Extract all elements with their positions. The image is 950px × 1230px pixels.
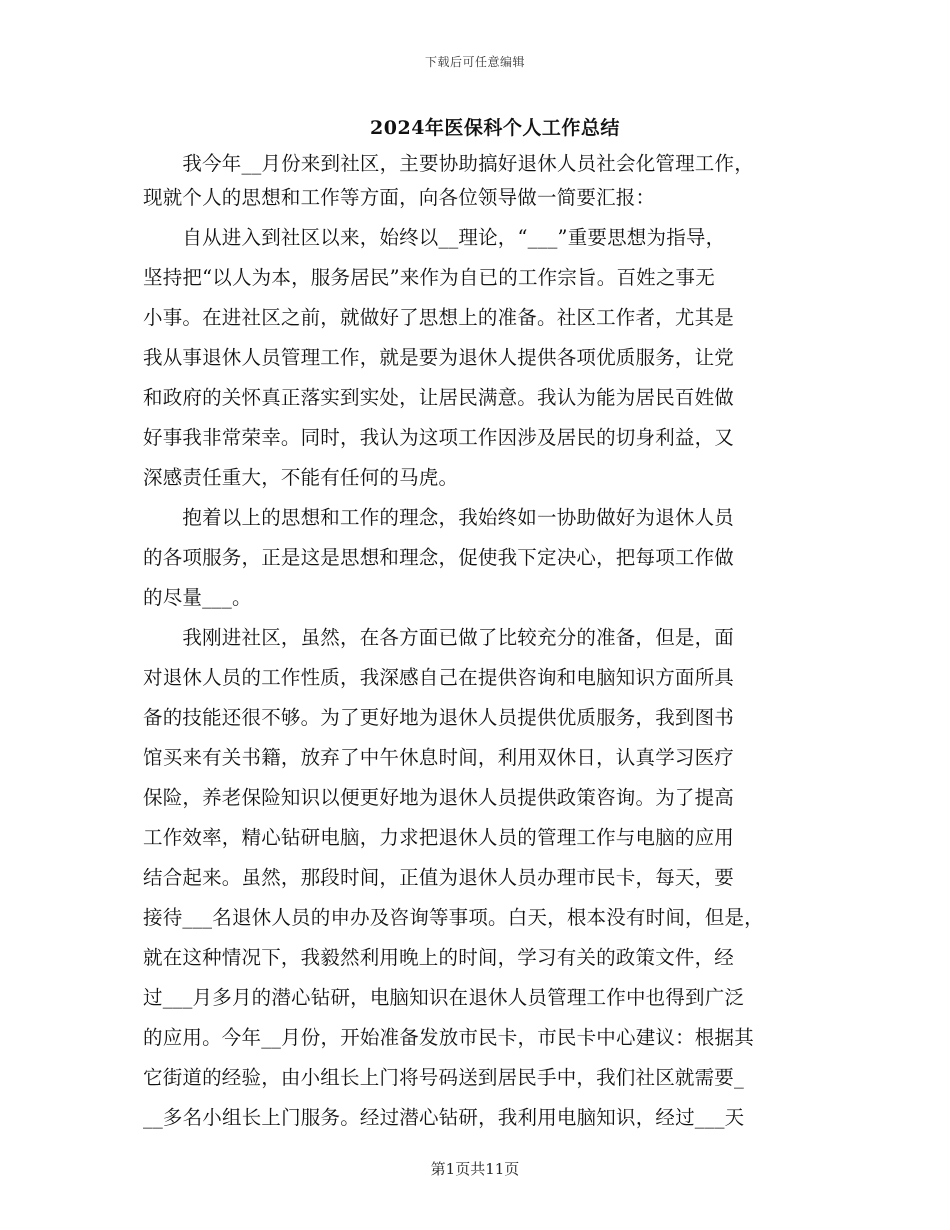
- paragraph-line: 它街道的经验，由小组长上门将号码送到居民手中，我们社区就需要_: [143, 1066, 744, 1089]
- paragraph-line: 馆买来有关书籍，放弃了中午休息时间，利用双休日，认真学习医疗: [143, 746, 735, 769]
- paragraph-line: 坚持把“以人为本，服务居民”来作为自已的工作宗旨。百姓之事无: [143, 266, 715, 289]
- paragraph-line: 我从事退休人员管理工作，就是要为退休人提供各项优质服务，让党: [143, 346, 735, 369]
- paragraph-line: 对退休人员的工作性质，我深感自己在提供咨询和电脑知识方面所具: [143, 666, 735, 689]
- paragraph-line: 过___月多月的潜心钻研，电脑知识在退休人员管理工作中也得到广泛: [143, 986, 745, 1009]
- paragraph-line: __多名小组长上门服务。经过潜心钻研，我利用电脑知识，经过___天: [143, 1106, 745, 1129]
- paragraph-line: 结合起来。虽然，那段时间，正值为退休人员办理市民卡，每天，要: [143, 866, 735, 889]
- paragraph-line: 的尽量___。: [143, 586, 252, 609]
- paragraph-line: 备的技能还很不够。为了更好地为退休人员提供优质服务，我到图书: [143, 706, 735, 729]
- paragraph-line: 深感责任重大，不能有任何的马虎。: [143, 466, 459, 489]
- paragraph-line: 抱着以上的思想和工作的理念，我始终如一协助做好为退休人员: [143, 506, 735, 529]
- paragraph-line: 我今年__月份来到社区，主要协助搞好退休人员社会化管理工作，: [143, 152, 754, 175]
- paragraph-line: 自从进入到社区以来，始终以__理论，“___”重要思想为指导，: [143, 226, 726, 249]
- paragraph-line: 就在这种情况下，我毅然利用晚上的时间，学习有关的政策文件，经: [143, 946, 735, 969]
- paragraph-line: 我刚进社区，虽然，在各方面已做了比较充分的准备，但是，面: [143, 626, 735, 649]
- paragraph-line: 现就个人的思想和工作等方面，向各位领导做一简要汇报：: [143, 186, 656, 209]
- paragraph-line: 的应用。今年__月份，开始准备发放市民卡，市民卡中心建议：根据其: [143, 1026, 754, 1049]
- document-title: 2024年医保科个人工作总结: [370, 117, 620, 139]
- paragraph-line: 工作效率，精心钻研电脑，力求把退休人员的管理工作与电脑的应用: [143, 826, 735, 849]
- paragraph-line: 小事。在进社区之前，就做好了思想上的准备。社区工作者，尤其是: [143, 306, 735, 329]
- paragraph-line: 好事我非常荣幸。同时，我认为这项工作因涉及居民的切身利益，又: [143, 426, 735, 449]
- paragraph-line: 接待___名退休人员的申办及咨询等事项。白天，根本没有时间，但是，: [143, 906, 764, 929]
- paragraph-line: 的各项服务，正是这是思想和理念，促使我下定决心，把每项工作做: [143, 546, 735, 569]
- document-body: [143, 147, 823, 1135]
- paragraph-line: 保险，养老保险知识以便更好地为退休人员提供政策咨询。为了提高: [143, 786, 735, 809]
- paragraph-line: 和政府的关怀真正落实到实处，让居民满意。我认为能为居民百姓做: [143, 386, 735, 409]
- page-footer: 第1页共11页: [430, 1160, 520, 1178]
- header-note: 下载后可任意编辑: [424, 55, 525, 69]
